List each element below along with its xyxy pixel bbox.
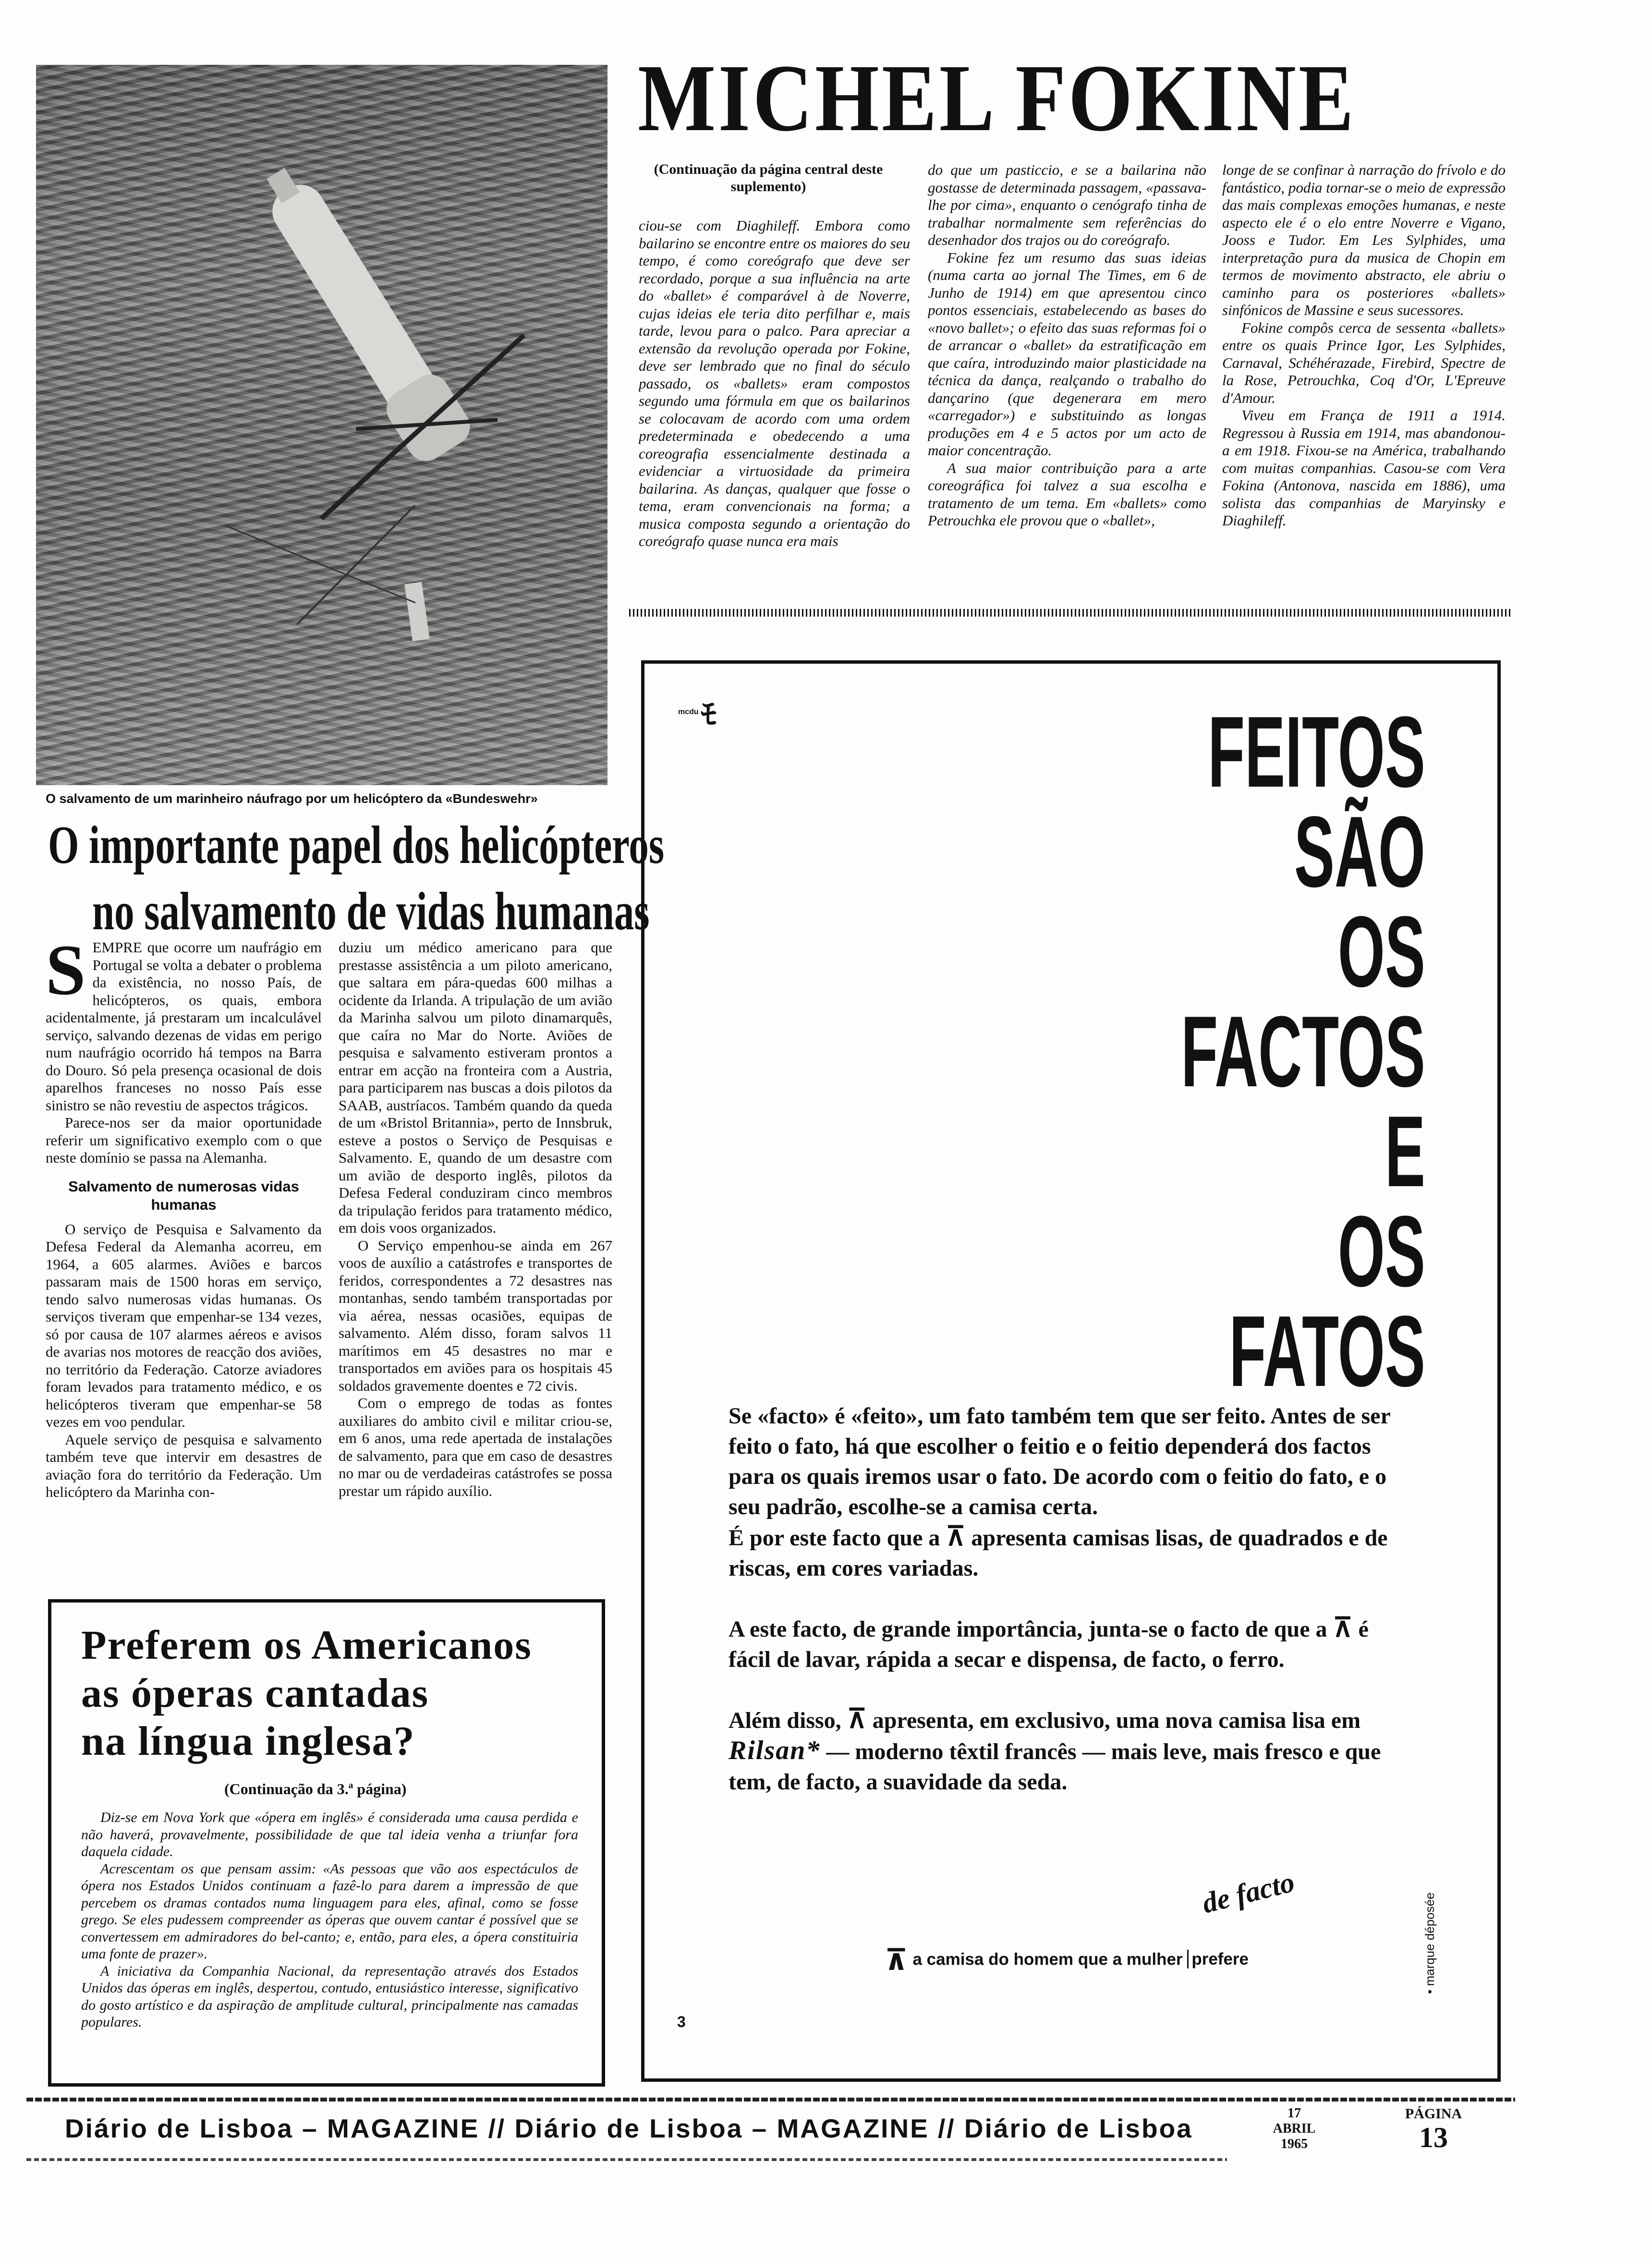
ad-paragraph-3: A este facto, de grande importância, junta-se o facto de que a ⊼ é fácil de lavar, rápida a secar e dispensa, de facto, o ferro.	[729, 1613, 1369, 1672]
brand-logo-icon: ⊼	[946, 1522, 966, 1552]
fokine-column-2: do que um pasticcio, e se a bailarina não gostasse de determinada passagem, «passava-lhe por cima», enquanto o cenógrafo tinha de trabalhar normalmente sem referências do desenhador dos trajos ou do coreógrafo. Fokine fez um resumo das suas ideias (numa carta ao jornal The Times, em 6 de Junho de 1914) em que apresentou cinco pontos essenciais, estabelecendo as bases do «novo ballet»; o efeito das suas reformas foi o de arrancar o «ballet» da estratificação em que caíra, introduzindo maior plasticidade na técnica da dança, realçando o trabalho do dançarino (que degenerara em mero «carregador») e substituindo as longas produções em 4 e 5 actos por um acto de maior concentração. A sua maior contribuição para a arte coreográfica foi talvez a sua escolha e tratamento de um tema. Em «ballets» como Petrouchka ele provou que o «ballet»,	[928, 161, 1206, 529]
helicopters-column-1: S EMPRE que ocorre um naufrágio em Portugal se volta a debater o problema da existência, no nosso País, de helicópteros, os quais, embora acidentalmente, já prestaram um incalculável serviço, salvando dezenas de vidas em perigo num naufrágio ocorrido há tempos na Barra do Douro. Só pela presença ocasional de dois aparelhos franceses no nosso País esse sinistro se não revestiu de aspectos trágicos. Parece-nos ser da maior oportunidade referir um significativo exemplo com o que neste domínio se passa na Alemanha. Salvamento de numerosas vidas humanas O serviço de Pesquisa e Salvamento da Defesa Federal da Alemanha acorreu, em 1964, a 605 alarmes. Aviões e barcos passaram mais de 1500 horas em serviço, tendo salvo numerosas vidas humanas. Os serviços tiveram que empenhar-se 134 vezes, só por causa de 107 alarmes aéreos e avisos de avarias nos motores de reacção dos aviões, no território da Federação. Catorze aviadores foram levados para tratamento médico, e os helicópteros tiveram que empenhar-se 58 vezes em voo pendular. Aquele serviço de pesquisa e salvamento também teve que intervir em desastres de aviação fora do território da Federação. Um helicóptero da Marinha con-	[46, 939, 322, 1500]
ad-paragraph-1: Se «facto» é «feito», um fato também tem que ser feito. Antes de ser feito o fato, há que escolher o feitio e o feitio dependerá dos factos para os quais iremos usar o fato. De acordo com o feitio do fato, e o seu padrão, escolhe-se a camisa certa.	[729, 1403, 1390, 1519]
shirt-advertisement	[641, 660, 1501, 2082]
brand-logo-icon: ⊼	[1333, 1613, 1353, 1643]
helicopter-illustration	[36, 65, 607, 785]
agency-mark: mcdu ﾓ	[678, 698, 717, 732]
helicopters-title-line-1: O importante papel dos helicópteros	[48, 815, 665, 875]
footer-day: 17	[1288, 2106, 1301, 2121]
brand-logo-icon: ⊼	[847, 1704, 867, 1734]
ad-tagline: ⊼ a camisa do homem que a mulher prefere	[885, 1944, 1249, 1976]
ad-headline	[1018, 695, 1425, 1408]
ad-signature: de facto	[1199, 1866, 1298, 1919]
fokine-column-1: ciou-se com Diaghileff. Embora como bailarino se encontre entre os maiores do seu tempo, é como coreógrafo que deve ser recordado, porque a sua influência na arte do «ballet» é comparável à de Noverre, cujas ideias ele teria dito perfilhar e, mais tarde, levou para o palco. Para apreciar a extensão da revolução operada por Fokine, deve ser lembrado que no final do século passado, os «ballets» eram compostos segundo uma fórmula em que os bailarinos se colocavam de acordo com uma ordem predeterminada e obedecendo a uma coreografia essencialmente destinada a evidenciar a virtuosidade da primeira bailarina. As danças, qualquer que fosse o tema, eram convencionais na forma; a musica composta segundo a orientação do coreógrafo quase nunca era mais	[639, 217, 910, 549]
opera-box	[48, 1599, 605, 2087]
helicopter-photo	[36, 65, 607, 785]
photo-caption: O salvamento de um marinheiro náufrago por um helicóptero da «Bundeswehr»	[46, 791, 538, 806]
opera-title-line-3: na língua inglesa?	[81, 1718, 415, 1764]
fokine-column-3: longe de se confinar à narração do frívolo e do fantástico, podia tornar-se o meio de expressão das mais complexas emoções humanas, e neste aspecto ele é o elo entre Noverre e Vigano, Jooss e Tudor. Em Les Sylphides, uma interpretação pura da musica de Chopin em termos de movimento abstracto, ele abriu o caminho para os posteriores «ballets» sinfónicos de Massine e seus sucessores. Fokine compôs cerca de sessenta «ballets» entre os quais Prince Igor, Les Sylphides, Carnaval, Schéhérazade, Firebird, Spectre de la Rose, Petrouchka, Coq d'Or, L'Epreuve d'Amour. Viveu em França de 1911 a 1914. Regressou à Russia em 1914, mas abandonou-a em 1918. Fixou-se na América, trabalhando com muitas companhias. Casou-se com Vera Fokina (Antonova, nascida em 1886), uma solista das companhias de Maryinsky e Diaghileff.	[1222, 161, 1506, 529]
ad-number: 3	[677, 2013, 686, 2030]
opera-continuation: (Continuação da 3.ª página)	[224, 1780, 407, 1797]
footer-masthead: Diário de Lisboa – MAGAZINE // Diário de Lisboa – MAGAZINE // Diário de Lisboa	[65, 2113, 1193, 2143]
drop-cap: S	[46, 939, 86, 1010]
footer-rule-bottom	[26, 2158, 1227, 2161]
headline-sao: SÃO	[1294, 795, 1425, 908]
fokine-continuation: (Continuação da página central deste suplemento)	[654, 161, 883, 194]
headline-factos: FACTOS	[1181, 995, 1425, 1108]
footer-date	[1258, 2106, 1330, 2152]
headline-os-2: OS	[1337, 1195, 1425, 1308]
ad-paragraph-4: Além disso, ⊼ apresenta, em exclusivo, uma nova camisa lisa em Rilsan* — moderno têxtil francês — mais leve, mais fresco e que tem, de facto, a suavidade da seda.	[729, 1704, 1381, 1795]
ad-body	[729, 1401, 1410, 1797]
opera-title-line-2: as óperas cantadas	[81, 1670, 429, 1716]
headline-os-1: OS	[1337, 895, 1425, 1008]
footer-rule-top	[26, 2098, 1515, 2101]
trademark-note: • marque déposée	[1422, 1892, 1437, 1994]
footer-page-label: PÁGINA	[1405, 2106, 1462, 2122]
footer-page	[1383, 2106, 1484, 2153]
footer-month: ABRIL	[1273, 2121, 1316, 2136]
ad-paragraph-2: É por este facto que a ⊼ apresenta camisas lisas, de quadrados e de riscas, em cores variadas.	[729, 1522, 1388, 1581]
fokine-title: MICHEL FOKINE	[638, 45, 1356, 151]
headline-fatos: FATOS	[1229, 1295, 1425, 1408]
footer-year: 1965	[1281, 2137, 1308, 2151]
helicopters-title-line-2: no salvamento de vidas humanas	[92, 882, 650, 941]
fokine-rule	[629, 609, 1513, 617]
brand-logo-icon: ⊼	[885, 1944, 908, 1976]
helicopters-subhead: Salvamento de numerosas vidas humanas	[68, 1178, 299, 1213]
helicopters-column-2: duziu um médico americano para que prestasse assistência a um piloto americano, que saltara em pára-quedas 600 milhas a ocidente da Irlanda. A tripulação de um avião da Marinha salvou um piloto dinamarquês, que caíra no Mar do Norte. Aviões de pesquisa e salvamento estiveram prontos a entrar em acção na fronteira com a Austria, para participarem nas buscas a dois pilotos da SAAB, austríacos. Também quando da queda de um «Bristol Britannia», perto de Innsbruk, esteve a postos o Serviço de Pesquisas e Salvamento. E, quando de um desastre com um avião de desporto inglês, pilotos da Defesa Federal conduziram cinco membros da tripulação feridos para tratamento médico, em dois voos organizados. O Serviço empenhou-se ainda em 267 voos de auxílio a catástrofes e transportes de feridos, correspondentes a 72 desastres nas montanhas, sendo também transportadas por via aérea, nessas ocasiões, equipas de salvamento. Além disso, foram salvos 11 marítimos em 45 desastres no mar e transportados em aviões para os hospitais 45 soldados gravemente doentes e 72 civis. Com o emprego de todas as fontes auxiliares do ambito civil e militar criou-se, em 6 anos, uma rede apertada de instalações de salvamento, para que em caso de desastres no mar ou de verdadeiras catástrofes se possa prestar um rápido auxílio.	[339, 939, 612, 1499]
footer-page-number: 13	[1419, 2122, 1448, 2153]
headline-e: E	[1385, 1095, 1425, 1208]
opera-title-line-1: Preferem os Americanos	[81, 1622, 532, 1668]
opera-text: Diz-se em Nova York que «ópera em inglês» é considerada uma causa perdida e não haverá, provavelmente, possibilidade de que tal ideia venha a triunfar fora daquela cidade. Acrescentam os que pensam assim: «As pessoas que vão aos espectáculos de ópera nos Estados Unidos continuam a fazê-lo para darem a impressão de que percebem os dramas contados numa linguagem para eles, afinal, como se fosse grego. Se eles pudessem compreender as óperas que ouvem cantar é possível que se convertessem em admiradores do bel-canto; e, então, para eles, a ópera constituiria uma fonte de prazer». A iniciativa da Companhia Nacional, da representação através dos Estados Unidos das óperas em inglês, despertou, contudo, entusiástico interesse, significativo do gosto artístico e da aspiração de amplitude cultural, principalmente nas camadas populares.	[81, 1810, 578, 2030]
rilsan-logo: Rilsan*	[729, 1736, 821, 1765]
headline-feitos: FEITOS	[1208, 695, 1425, 808]
